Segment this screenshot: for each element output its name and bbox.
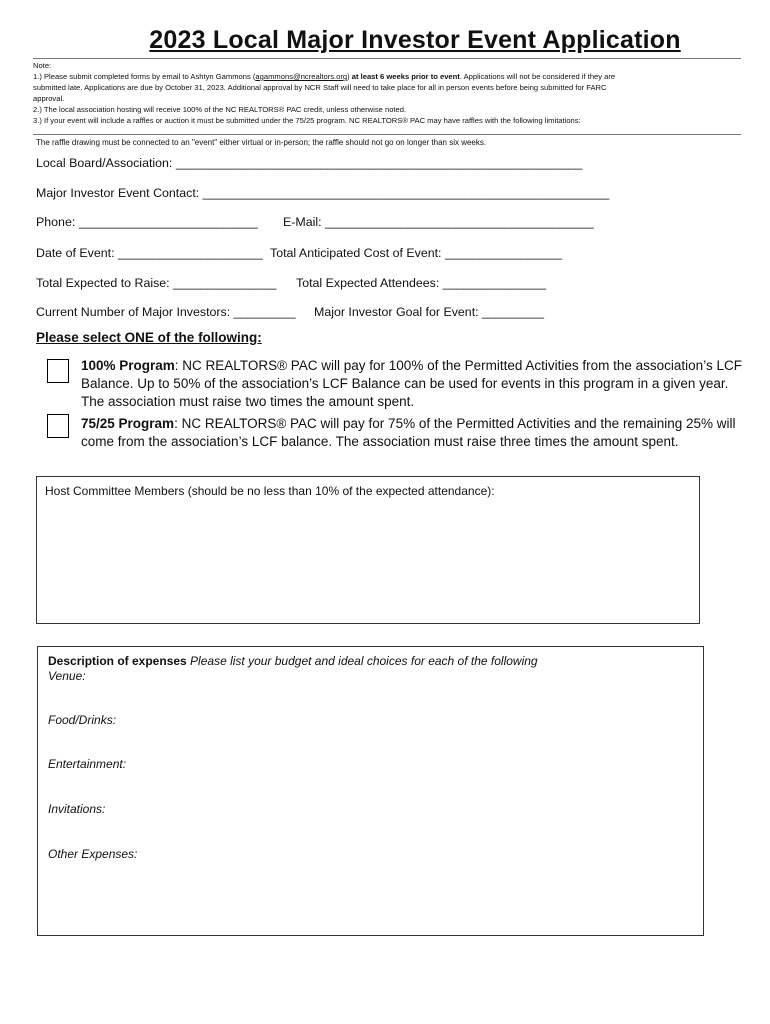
program-100-text: : NC REALTORS® PAC will pay for 100% of the Permitted Activities from the association’s LCF Balance. Up to 50% of the association’s LCF Balance can be used for events in this program in a given year. The association must raise two times the amount spent. <box>81 358 742 409</box>
other-expenses-label: Other Expenses: <box>48 847 138 861</box>
program-100-checkbox[interactable] <box>47 359 69 383</box>
event-date-field[interactable]: Date of Event: _____________________ <box>36 246 263 260</box>
note-deadline: at least 6 weeks prior to event <box>351 72 460 81</box>
investor-goal-field[interactable]: Major Investor Goal for Event: _________ <box>314 305 545 319</box>
food-drinks-label: Food/Drinks: <box>48 713 117 727</box>
expected-raise-field[interactable]: Total Expected to Raise: _______________ <box>36 276 277 290</box>
note-line-3: approval. <box>33 94 65 103</box>
expenses-heading-bold: Description of expenses <box>48 654 187 668</box>
note-section <box>33 58 741 135</box>
note-line-2: submitted late. Applications are due by October 31, 2023. Additional approval by NCR Staff will need to take place for all in person events before being submitted for FARC <box>33 83 607 92</box>
program-100-name: 100% Program <box>81 358 175 373</box>
entertainment-label: Entertainment: <box>48 757 127 771</box>
event-contact-field[interactable]: Major Investor Event Contact: ___________________________________________________________ <box>36 186 610 200</box>
expenses-heading <box>48 654 538 669</box>
program-75-25-name: 75/25 Program <box>81 416 175 431</box>
program-100-option <box>81 357 746 411</box>
page-title: 2023 Local Major Investor Event Application <box>149 26 681 54</box>
current-investors-field[interactable]: Current Number of Major Investors: _________ <box>36 305 296 319</box>
program-select-heading: Please select ONE of the following: <box>36 330 262 345</box>
raffle-limitations: The raffle drawing must be connected to an "event" either virtual or in-person; the raffle should not go on longer than six weeks. <box>36 138 487 147</box>
invitations-label: Invitations: <box>48 802 106 816</box>
host-committee-box[interactable] <box>36 476 700 624</box>
email-field[interactable]: E-Mail: _______________________________________ <box>283 215 594 229</box>
program-75-25-option <box>81 415 746 451</box>
program-75-25-checkbox[interactable] <box>47 414 69 438</box>
program-75-25-text: : NC REALTORS® PAC will pay for 75% of the Permitted Activities and the remaining 25% will come from the association’s LCF balance. The association must raise three times the amount spent. <box>81 416 736 449</box>
local-board-field[interactable]: Local Board/Association: ___________________________________________________________ <box>36 156 583 170</box>
expected-attendees-field[interactable]: Total Expected Attendees: _______________ <box>296 276 547 290</box>
anticipated-cost-field[interactable]: Total Anticipated Cost of Event: _________________ <box>270 246 563 260</box>
note-line-1-start: 1.) Please submit completed forms by email to Ashtyn Gammons ( <box>33 72 256 81</box>
host-committee-label: Host Committee Members (should be no less than 10% of the expected attendance): <box>45 484 495 498</box>
expenses-box[interactable] <box>37 646 704 936</box>
expenses-heading-italic: Please list your budget and ideal choices for each of the following <box>186 654 538 668</box>
note-line-4: 2.) The local association hosting will receive 100% of the NC REALTORS® PAC credit, unless otherwise noted. <box>33 105 407 114</box>
note-line-5: 3.) If your event will include a raffles or auction it must be submitted under the 75/25 program. NC REALTORS® PAC may have raffles with the following limitations: <box>33 116 581 125</box>
phone-field[interactable]: Phone: __________________________ <box>36 215 258 229</box>
note-line-1: 1.) Please submit completed forms by email to Ashtyn Gammons (agammons@ncrealtors.org) at least 6 weeks prior to event. Applications will not be considered if they are <box>33 72 616 81</box>
venue-label: Venue: <box>48 669 86 683</box>
note-label: Note: <box>33 61 52 70</box>
email-link[interactable]: agammons@ncrealtors.org <box>255 72 348 81</box>
note-line-1-end: . Applications will not be considered if they are <box>459 72 616 81</box>
